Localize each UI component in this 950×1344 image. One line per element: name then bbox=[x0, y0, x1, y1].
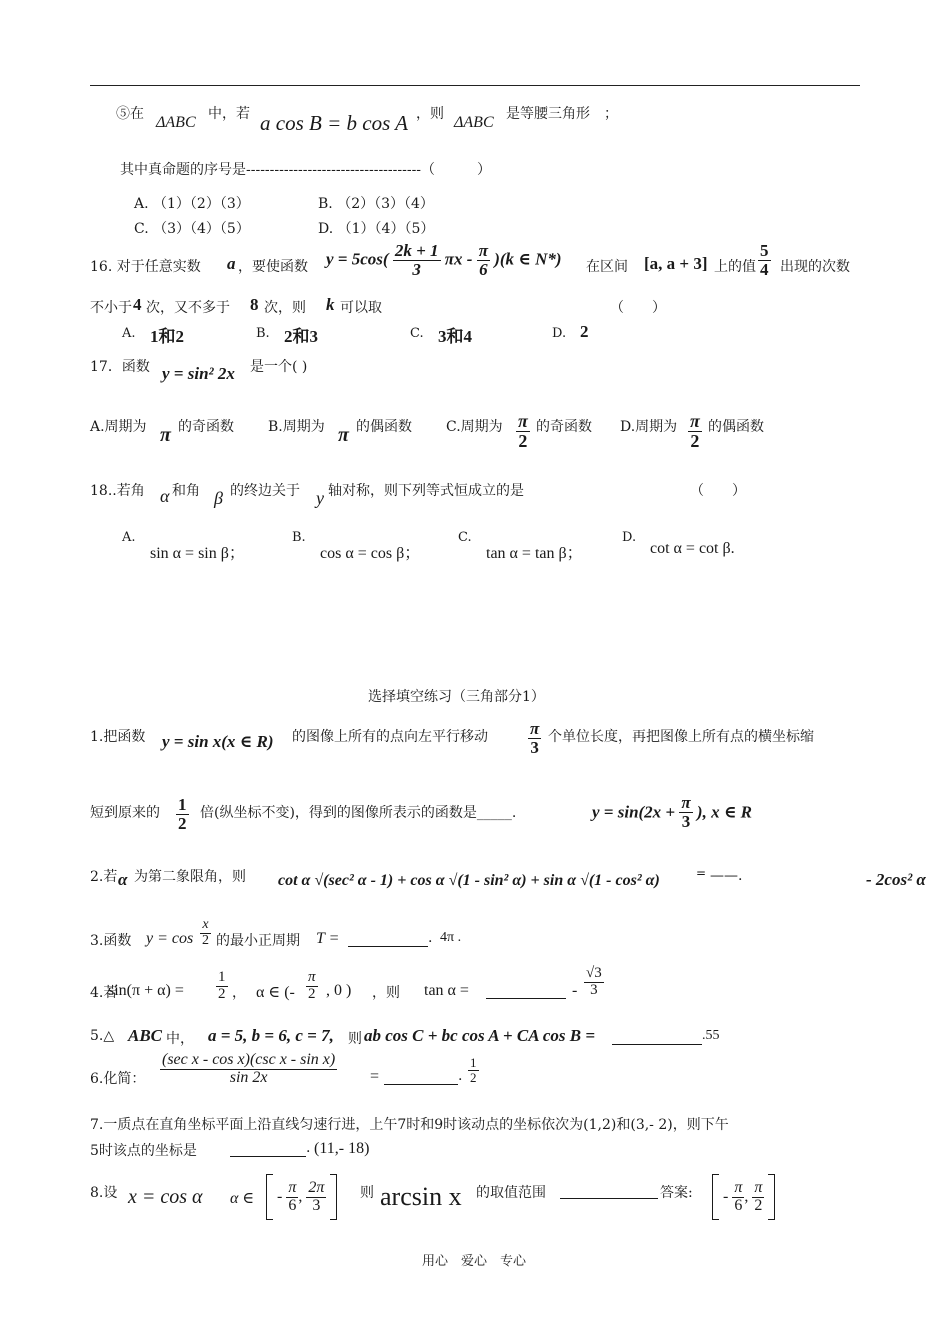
p2-answer: - 2cos² α bbox=[866, 870, 926, 889]
p5-values: a = 5, b = 6, c = 7, bbox=[208, 1026, 334, 1045]
p7-dot: . bbox=[306, 1140, 311, 1156]
q17-option-d-2: 的偶函数 bbox=[708, 419, 764, 435]
q18-option-c-label: C. bbox=[458, 530, 472, 545]
q16-text5: 出现的次数 bbox=[780, 259, 850, 275]
q16-func-tail: )(k ∈ N*) bbox=[494, 249, 562, 269]
q17-lead: 17．函数 bbox=[90, 359, 150, 375]
q16-option-d-value: 2 bbox=[580, 322, 589, 341]
p8-frac-lo bbox=[286, 1180, 298, 1215]
p4-equation: sin(π + α) = bbox=[108, 982, 184, 999]
q17-option-b-pi: π bbox=[338, 424, 349, 446]
p6-denominator: sin 2x bbox=[229, 1068, 268, 1086]
q16-option-b-label: B. bbox=[256, 326, 270, 341]
q16-frac-k bbox=[393, 242, 441, 279]
p4-tan: tan α = bbox=[424, 982, 469, 999]
p1-answer bbox=[592, 794, 752, 831]
q15-end: 是等腰三角形 ； bbox=[506, 106, 618, 122]
q18-text2: 和角 bbox=[172, 483, 200, 499]
q16-frac-k-den: 3 bbox=[412, 259, 421, 279]
p5-text2: 中， bbox=[166, 1031, 194, 1047]
p8-blank[interactable] bbox=[560, 1182, 658, 1199]
p8-answer-lo-den: 6 bbox=[734, 1196, 743, 1214]
p8-arcsin: arcsin x bbox=[380, 1182, 462, 1211]
p1-line1 bbox=[90, 718, 870, 770]
p1-function: y = sin x(x ∈ R) bbox=[162, 732, 274, 751]
p6-answer bbox=[468, 1056, 479, 1084]
p1-frac-pi3 bbox=[528, 720, 541, 757]
p8-frac-hi-num: 2π bbox=[308, 1178, 325, 1196]
p3-lead: 3.函数 bbox=[90, 933, 132, 949]
section-title: 选择填空练习（三角部分1） bbox=[368, 689, 545, 705]
p2-text2: 为第二象限角，则 bbox=[134, 869, 246, 885]
q16-option-c-value: 3和4 bbox=[438, 327, 472, 346]
p4-frac-num: π bbox=[308, 969, 316, 985]
p4-answer-sign: - bbox=[572, 982, 578, 999]
p1-text3: 个单位长度，再把图像上所有点的横坐标缩 bbox=[548, 729, 814, 745]
p4-answer-frac bbox=[584, 966, 604, 999]
p2-line bbox=[90, 862, 926, 898]
p1-answer-head: y = sin(2x + bbox=[592, 802, 676, 822]
p3-text2: 的最小正周期 bbox=[216, 933, 300, 949]
q17-option-a-1: A.周期为 bbox=[90, 419, 147, 435]
p4-frac-half bbox=[216, 970, 228, 1003]
p1-frac-half bbox=[176, 796, 189, 833]
p8-condition: α ∈ bbox=[230, 1190, 255, 1207]
q16-func-mid: πx - bbox=[444, 249, 473, 269]
p4-condition: α ∈ (- bbox=[256, 984, 295, 1001]
q15-triangle: ΔABC bbox=[156, 114, 196, 131]
q17-option-c-2: 的奇函数 bbox=[536, 419, 592, 435]
q16-frac-k-num: 2k + 1 bbox=[394, 241, 439, 260]
q15-equation: a cos B = b cos A bbox=[260, 111, 408, 135]
q16-four: 4 bbox=[133, 295, 142, 314]
q17-option-b-2: 的偶函数 bbox=[356, 419, 412, 435]
q18-option-c-eq: tan α = tan β； bbox=[486, 545, 583, 562]
q16-option-b-value: 2和3 bbox=[284, 327, 318, 346]
q16-interval: [a, a + 3] bbox=[644, 254, 708, 273]
q16-text2: ，要使函数 bbox=[238, 259, 308, 275]
p6-equals: = bbox=[370, 1068, 380, 1085]
p1-line2 bbox=[90, 794, 870, 846]
p2-alpha: α bbox=[118, 870, 128, 889]
q16-frac-54 bbox=[758, 242, 771, 279]
q16-line2-c: 次，则 bbox=[264, 300, 306, 316]
q15-option-c: C. （3）（4）（5） bbox=[134, 221, 250, 237]
p6-fraction bbox=[160, 1052, 337, 1087]
q18-option-d-label: D. bbox=[622, 530, 637, 545]
q16-options bbox=[122, 322, 742, 346]
q18-text3: 的终边关于 bbox=[230, 483, 300, 499]
q18-y: y bbox=[316, 488, 324, 508]
p1-half-den: 2 bbox=[178, 813, 187, 833]
q16-line2-a: 不小于 bbox=[90, 300, 132, 316]
q18-options bbox=[122, 528, 822, 562]
p8-bracket-left bbox=[266, 1174, 273, 1220]
p4-answer-num: √3 bbox=[586, 965, 602, 981]
q18-option-b-label: B. bbox=[292, 530, 306, 545]
q17-option-a-pi: π bbox=[160, 424, 171, 446]
q17-option-d-den: 2 bbox=[690, 430, 700, 451]
p8-frac-hi bbox=[306, 1180, 326, 1215]
q17-option-c-frac bbox=[516, 412, 530, 451]
p7-answer: (11,- 18) bbox=[314, 1140, 370, 1157]
q17-option-d-frac bbox=[688, 412, 702, 451]
p8-lead: 8.设 bbox=[90, 1185, 118, 1201]
p3-blank[interactable] bbox=[348, 930, 428, 947]
q16-line2-d: 可以取 bbox=[340, 300, 382, 316]
p5-line bbox=[90, 1024, 870, 1050]
q15-triangle-2: ΔABC bbox=[454, 114, 494, 131]
p5-lead: 5.△ bbox=[90, 1028, 115, 1044]
p6-blank[interactable] bbox=[384, 1068, 458, 1085]
p1-answer-frac-den: 3 bbox=[681, 811, 691, 831]
q17-option-c-num: π bbox=[518, 411, 528, 431]
p1-answer-frac-num: π bbox=[681, 793, 691, 812]
p8-frac-hi-den: 3 bbox=[312, 1196, 321, 1214]
p8-bracket-right bbox=[330, 1174, 337, 1220]
p4-condition-2: , 0 ) bbox=[326, 982, 352, 999]
p7-line1: 7.一质点在直角坐标平面上沿直线匀速行进，上午7时和9时该动点的坐标依次为(1,2)和(3,- 2)，则下午 bbox=[90, 1117, 729, 1133]
p1-answer-frac bbox=[679, 794, 692, 831]
p8-range: - $\frac{\pi}{6}$ , $\frac{2\pi}{3}$ bbox=[266, 1174, 337, 1220]
p8-answer-frac-hi bbox=[752, 1180, 764, 1215]
q16-frac-pi: π bbox=[478, 241, 488, 260]
p8-text2: 则 bbox=[360, 1185, 374, 1201]
p8-answer-frac-lo bbox=[732, 1180, 744, 1215]
q18-answer-paren: （ ） bbox=[690, 483, 746, 499]
p1-frac-den: 3 bbox=[530, 737, 539, 757]
q16-var-a: a bbox=[227, 254, 236, 273]
q16-option-a-label: A. bbox=[122, 326, 136, 341]
q16-frac-pi6 bbox=[477, 242, 490, 279]
q17-option-d-1: D.周期为 bbox=[620, 419, 678, 435]
q16-option-d-label: D. bbox=[552, 326, 567, 341]
p3-func: y = cos bbox=[146, 930, 194, 947]
p3-dot: . bbox=[428, 930, 433, 946]
p8-answer-hi-num: π bbox=[754, 1178, 763, 1196]
p3-T: T = bbox=[316, 930, 340, 947]
p4-line bbox=[90, 966, 690, 1018]
p3-frac bbox=[200, 918, 211, 948]
p1-line2-text: 短到原来的 bbox=[90, 805, 160, 821]
p4-answer-den: 3 bbox=[590, 981, 598, 998]
p8-text3: 的取值范围 bbox=[476, 1185, 546, 1201]
q16-eight: 8 bbox=[250, 295, 259, 314]
q18-beta: β bbox=[214, 488, 223, 508]
p6-numerator: (sec x - cos x)(csc x - sin x) bbox=[162, 1051, 336, 1068]
p1-answer-tail: ), x ∈ R bbox=[696, 802, 752, 822]
p6-lead: 6.化简： bbox=[90, 1071, 146, 1087]
q18-option-d-eq: cot α = cot β. bbox=[650, 540, 735, 557]
p1-text4: 倍(纵坐标不变)，得到的图像所表示的函数是_____. bbox=[200, 805, 517, 821]
q16-func-head: y = 5cos( bbox=[326, 249, 389, 269]
p8-answer-sign: - bbox=[723, 1188, 729, 1205]
p6-answer-den: 2 bbox=[470, 1069, 477, 1085]
p1-lead: 1.把函数 bbox=[90, 729, 146, 745]
q16-answer-paren: （ ） bbox=[610, 300, 666, 316]
q16-line2 bbox=[90, 295, 790, 319]
q16-frac-six: 6 bbox=[479, 259, 488, 279]
p1-frac-num: π bbox=[530, 719, 540, 738]
q16-frac-54-num: 5 bbox=[760, 241, 769, 260]
p8-frac-lo-num: π bbox=[288, 1178, 297, 1196]
q15-question: 其中真命题的序号是-------------------------------------（ ） bbox=[120, 162, 492, 178]
p7-line2-text: 5时该点的坐标是 bbox=[90, 1143, 197, 1159]
q15-prefix: ⑤在 bbox=[116, 106, 144, 122]
q17-option-c-den: 2 bbox=[518, 430, 528, 451]
p3-frac-den: 2 bbox=[202, 932, 209, 948]
p4-half-num: 1 bbox=[218, 969, 226, 985]
q15-mid2: ，则 bbox=[416, 106, 444, 122]
q16-var-k: k bbox=[326, 295, 335, 314]
p5-abc: ABC bbox=[128, 1026, 163, 1045]
q16-line1 bbox=[90, 242, 865, 292]
p6-line bbox=[90, 1050, 690, 1104]
p4-blank[interactable] bbox=[486, 982, 566, 999]
q18-option-a-label: A. bbox=[122, 530, 136, 545]
p7-blank[interactable] bbox=[230, 1140, 306, 1157]
q17-options bbox=[90, 412, 870, 464]
p6-dot: . bbox=[458, 1068, 463, 1084]
p4-frac-pi2 bbox=[306, 970, 318, 1003]
q18-option-b-eq: cos α = cos β； bbox=[320, 545, 421, 562]
p4-frac-den: 2 bbox=[308, 985, 316, 1002]
q16-lead: 16. 对于任意实数 bbox=[90, 259, 201, 275]
p2-lead: 2.若 bbox=[90, 869, 118, 885]
p3-answer: 4π . bbox=[440, 930, 462, 945]
p4-lead: 4.若 bbox=[90, 985, 118, 1001]
p5-blank[interactable] bbox=[612, 1028, 702, 1045]
q16-text4: 上的值 bbox=[714, 259, 756, 275]
q18-lead: 18..若角 bbox=[90, 483, 145, 499]
q16-option-a-value: 1和2 bbox=[150, 327, 184, 346]
p8-answer-lo-num: π bbox=[734, 1178, 743, 1196]
q17-option-b-1: B.周期为 bbox=[268, 419, 325, 435]
q17-line1 bbox=[90, 352, 490, 386]
p8-answer-hi-den: 2 bbox=[754, 1196, 763, 1214]
q15-option-d: D. （1）（4）（5） bbox=[318, 221, 435, 237]
p3-frac-num: x bbox=[200, 918, 211, 934]
q17-option-d-num: π bbox=[690, 411, 700, 431]
p5-answer: .55 bbox=[702, 1028, 720, 1043]
q15-option-b: B. （2）（3）（4） bbox=[318, 196, 434, 212]
p8-answer-bracket-right bbox=[768, 1174, 775, 1220]
q16-func bbox=[326, 242, 562, 279]
p2-expression: cot α √(sec² α - 1) + cos α √(1 - sin² α) + sin α √(1 - cos² α) bbox=[278, 872, 660, 889]
q16-text3: 在区间 bbox=[586, 259, 628, 275]
p8-lo-sign: - bbox=[277, 1188, 283, 1205]
p8-line bbox=[90, 1172, 870, 1228]
q17-tail: 是一个( ) bbox=[250, 359, 308, 375]
p1-half-num: 1 bbox=[178, 795, 187, 814]
p7-line2 bbox=[90, 1138, 590, 1162]
p5-expression: ab cos C + bc cos A + CA cos B = bbox=[364, 1026, 596, 1045]
q18-text4: 轴对称，则下列等式恒成立的是 bbox=[328, 483, 524, 499]
page-footer: 用心 爱心 专心 bbox=[422, 1254, 527, 1269]
p5-text3: 则 bbox=[348, 1031, 362, 1047]
q18-line1 bbox=[90, 476, 850, 510]
q15-mid1: 中，若 bbox=[208, 106, 250, 122]
q17-function: y = sin² 2x bbox=[162, 364, 235, 383]
p8-frac-lo-den: 6 bbox=[288, 1196, 297, 1214]
p4-text3: ，则 bbox=[372, 985, 400, 1001]
p4-half-den: 2 bbox=[218, 985, 226, 1002]
p4-comma: ， bbox=[232, 985, 246, 1001]
q18-option-a-eq: sin α = sin β； bbox=[150, 545, 245, 562]
q16-frac-54-den: 4 bbox=[760, 259, 769, 279]
p2-equals: = bbox=[696, 866, 707, 880]
header-rule bbox=[90, 85, 860, 86]
p8-equation: x = cos α bbox=[128, 1186, 203, 1208]
q16-option-c-label: C. bbox=[410, 326, 424, 341]
p6-answer-num: 1 bbox=[470, 1055, 477, 1070]
p8-answer-bracket-left bbox=[712, 1174, 719, 1220]
p1-text2: 的图像上所有的点向左平行移动 bbox=[292, 729, 488, 745]
q18-alpha: α bbox=[160, 486, 170, 506]
p8-answer-range: - $\frac{\pi}{6}$ , $\frac{\pi}{2}$ bbox=[712, 1174, 775, 1220]
p2-blank: ——. bbox=[710, 868, 743, 884]
q16-line2-b: 次，又不多于 bbox=[146, 300, 230, 316]
p8-answer-label: 答案: bbox=[660, 1185, 693, 1201]
p3-line bbox=[90, 916, 590, 964]
q17-option-a-2: 的奇函数 bbox=[178, 419, 234, 435]
q15-option-a: A. （1）（2）（3） bbox=[134, 196, 250, 212]
q17-option-c-1: C.周期为 bbox=[446, 419, 503, 435]
